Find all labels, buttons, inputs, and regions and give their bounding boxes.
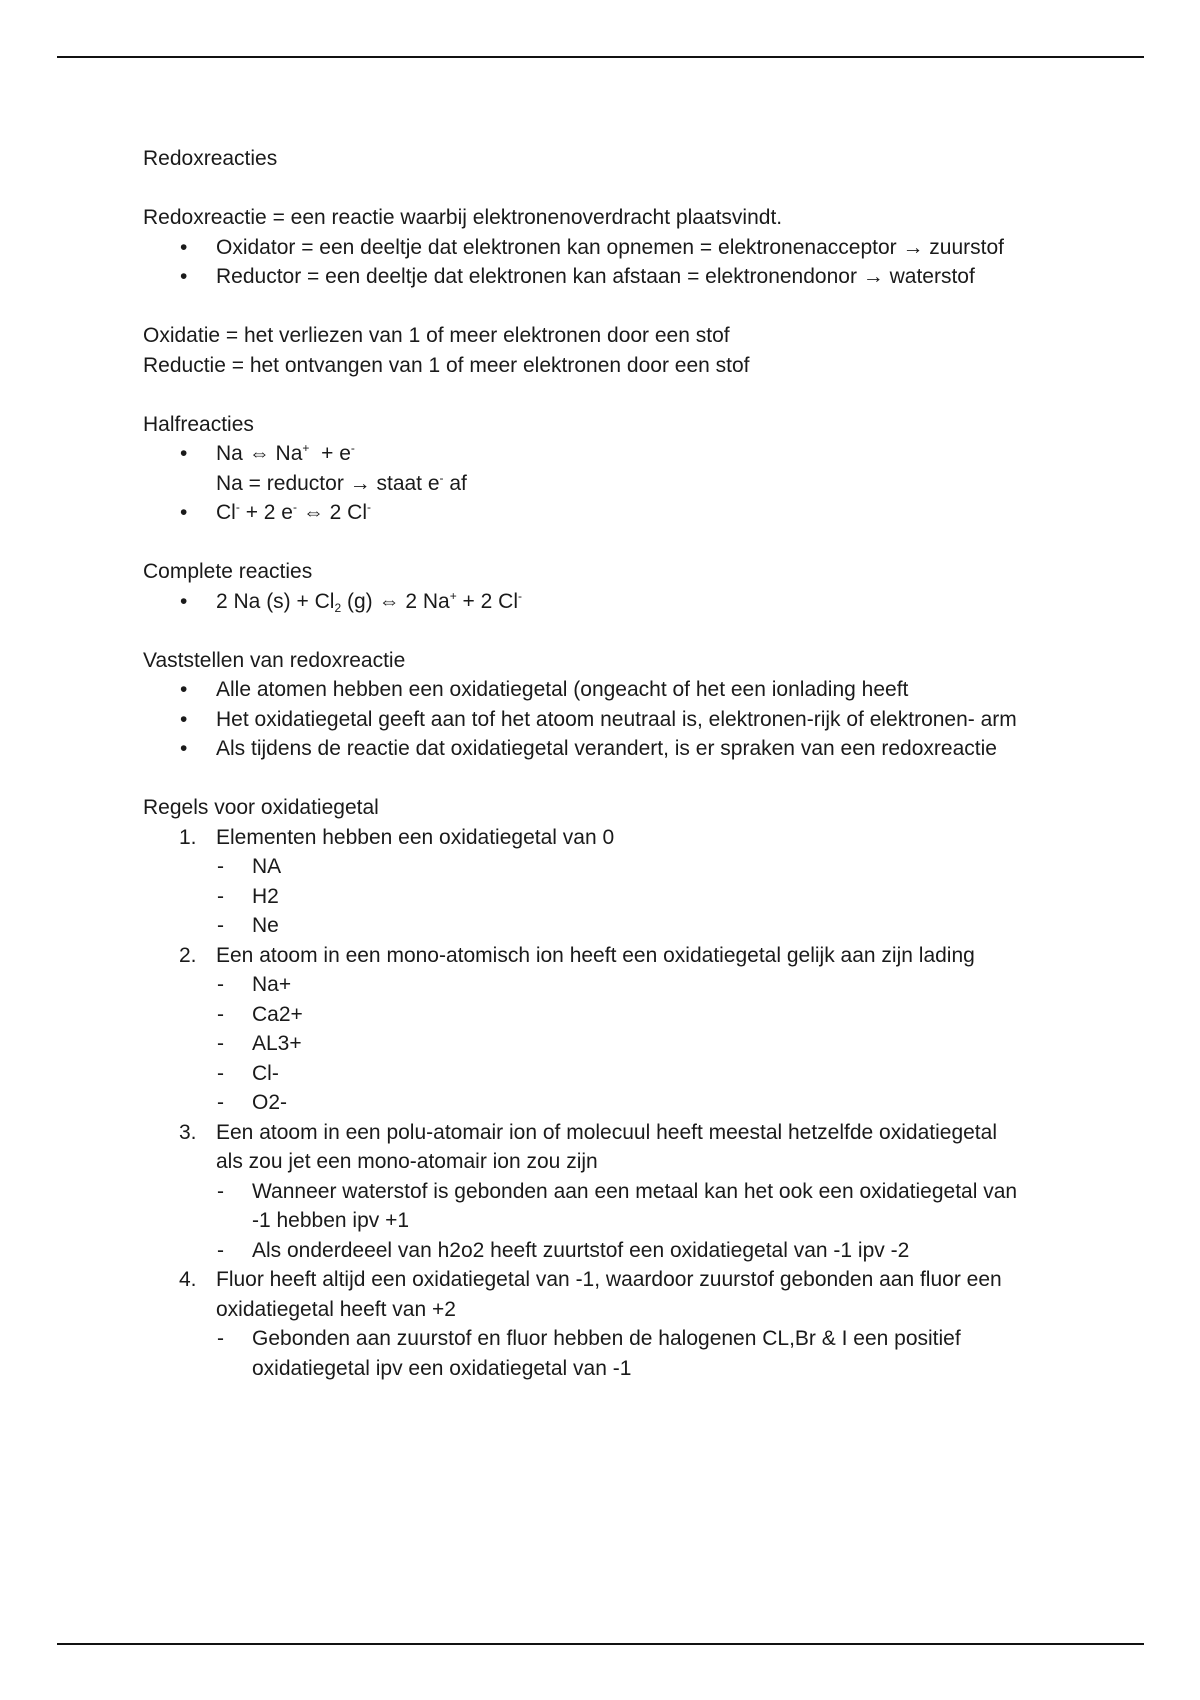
regel-example: - Cl- bbox=[216, 1059, 1103, 1089]
regel-examples bbox=[216, 970, 1103, 1118]
spacer bbox=[143, 616, 1103, 646]
regel-item bbox=[143, 1118, 1103, 1266]
spacer bbox=[143, 764, 1103, 794]
charge-superscript: - bbox=[439, 470, 444, 485]
regel-number: 3. bbox=[179, 1120, 197, 1144]
charge-superscript: + bbox=[302, 441, 310, 455]
complete-heading: Complete reacties bbox=[143, 560, 313, 583]
regels-list bbox=[143, 823, 1103, 1384]
regel-examples bbox=[216, 1177, 1026, 1266]
vaststellen-list bbox=[143, 675, 1103, 764]
regel-text: Een atoom in een mono-atomisch ion heeft een oxidatiegetal gelijk aan zijn lading bbox=[216, 943, 975, 967]
halfreactie-sodium bbox=[143, 439, 1103, 469]
regel-example: - Ca2+ bbox=[216, 1000, 1103, 1030]
formula-part: Na bbox=[275, 442, 303, 465]
regel-example: - AL3+ bbox=[216, 1029, 1103, 1059]
regel-examples bbox=[216, 852, 1103, 941]
formula-part: + e bbox=[321, 442, 351, 465]
charge-superscript: - bbox=[350, 441, 355, 455]
document-body bbox=[143, 144, 1103, 1383]
regel-item bbox=[143, 1265, 1103, 1383]
halfreacties-list-2 bbox=[143, 498, 1103, 528]
regel-number: 4. bbox=[179, 1268, 197, 1291]
regel-number: 1. bbox=[179, 825, 197, 849]
footer-rule bbox=[57, 1643, 1144, 1645]
halfreactie-chlorine bbox=[143, 498, 1103, 528]
charge-superscript: - bbox=[518, 588, 522, 603]
formula-part: (g) ⇔ 2 Na bbox=[346, 589, 450, 613]
definition-list bbox=[143, 233, 1103, 292]
oxidatie-definition: Oxidatie = het verliezen van 1 of meer elektronen door een stof bbox=[143, 324, 730, 347]
formula-part: + 2 Cl bbox=[462, 589, 518, 613]
halfreactie-sodium-note bbox=[143, 469, 1103, 499]
regel-text: Een atoom in een polu-atomair ion of molecuul heeft meestal hetzelfde oxidatiegetal als zou jet een mono-atomair ion zou zijn bbox=[216, 1120, 997, 1173]
equilibrium-arrow: ⇔ bbox=[248, 442, 270, 465]
regel-examples bbox=[216, 1324, 1026, 1383]
regel-example: - Als onderdeeel van h2o2 heeft zuurtstof een oxidatiegetal van -1 ipv -2 bbox=[216, 1236, 1026, 1266]
charge-superscript: + bbox=[449, 588, 457, 603]
header-rule bbox=[57, 56, 1144, 58]
redox-definition: Redoxreactie = een reactie waarbij elektronenoverdracht plaatsvindt. bbox=[143, 206, 783, 229]
vaststellen-item: • Alle atomen hebben een oxidatiegetal (ongeacht of het een ionlading heeft bbox=[143, 675, 1103, 705]
charge-superscript: - bbox=[367, 500, 372, 514]
spacer bbox=[143, 292, 1103, 322]
regel-text: Fluor heeft altijd een oxidatiegetal van -1, waardoor zuurstof gebonden aan fluor een oxidatiegetal heeft van +2 bbox=[216, 1268, 1002, 1321]
regel-example: - O2- bbox=[216, 1088, 1103, 1118]
formula-part: + 2 e bbox=[245, 501, 293, 524]
subscript: 2 bbox=[334, 600, 342, 615]
regel-number: 2. bbox=[179, 943, 197, 967]
complete-reaction bbox=[143, 587, 1103, 617]
formula-part: 2 Cl bbox=[329, 501, 368, 524]
charge-superscript: - bbox=[235, 500, 240, 514]
regel-item bbox=[143, 941, 1103, 1118]
document-title: Redoxreacties bbox=[143, 147, 278, 170]
vaststellen-item: • Als tijdens de reactie dat oxidatiegetal verandert, is er spraken van een redoxreactie bbox=[143, 734, 1103, 764]
regel-example: - Gebonden aan zuurstof en fluor hebben de halogenen CL,Br & I een positief oxidatiegetal ipv een oxidatiegetal van -1 bbox=[216, 1324, 1026, 1383]
regel-text: Elementen hebben een oxidatiegetal van 0 bbox=[216, 825, 615, 849]
halfreacties-list bbox=[143, 439, 1103, 469]
spacer bbox=[143, 380, 1103, 410]
formula-part: 2 Na (s) + Cl bbox=[216, 589, 335, 613]
regel-example: - Ne bbox=[216, 911, 1103, 941]
definition-item-reductor: • Reductor = een deeltje dat elektronen kan afstaan = elektronendonor → waterstof bbox=[143, 262, 1103, 292]
spacer bbox=[143, 174, 1103, 204]
halfreacties-heading: Halfreacties bbox=[143, 412, 254, 436]
note-suffix: af bbox=[449, 471, 467, 495]
regel-example: - H2 bbox=[216, 882, 1103, 912]
regel-item bbox=[143, 823, 1103, 941]
note-text: Na = reductor → staat e bbox=[216, 471, 440, 495]
charge-superscript: - bbox=[292, 500, 297, 514]
complete-list bbox=[143, 587, 1103, 617]
definition-item-oxidator: • Oxidator = een deeltje dat elektronen kan opnemen = elektronenacceptor → zuurstof bbox=[143, 233, 1103, 263]
regel-example: - Wanneer waterstof is gebonden aan een metaal kan het ook een oxidatiegetal van -1 hebben ipv +1 bbox=[216, 1177, 1026, 1236]
formula-part: Na bbox=[216, 442, 243, 465]
regel-example: - NA bbox=[216, 852, 1103, 882]
equilibrium-arrow: ⇔ bbox=[302, 501, 324, 524]
formula-part: Cl bbox=[216, 501, 236, 524]
reductie-definition: Reductie = het ontvangen van 1 of meer elektronen door een stof bbox=[143, 353, 750, 377]
regels-heading: Regels voor oxidatiegetal bbox=[143, 796, 379, 819]
vaststellen-heading: Vaststellen van redoxreactie bbox=[143, 648, 406, 672]
regel-example: - Na+ bbox=[216, 970, 1103, 1000]
vaststellen-item: • Het oxidatiegetal geeft aan tof het atoom neutraal is, elektronen-rijk of elektronen- arm bbox=[143, 705, 1103, 735]
spacer bbox=[143, 528, 1103, 558]
